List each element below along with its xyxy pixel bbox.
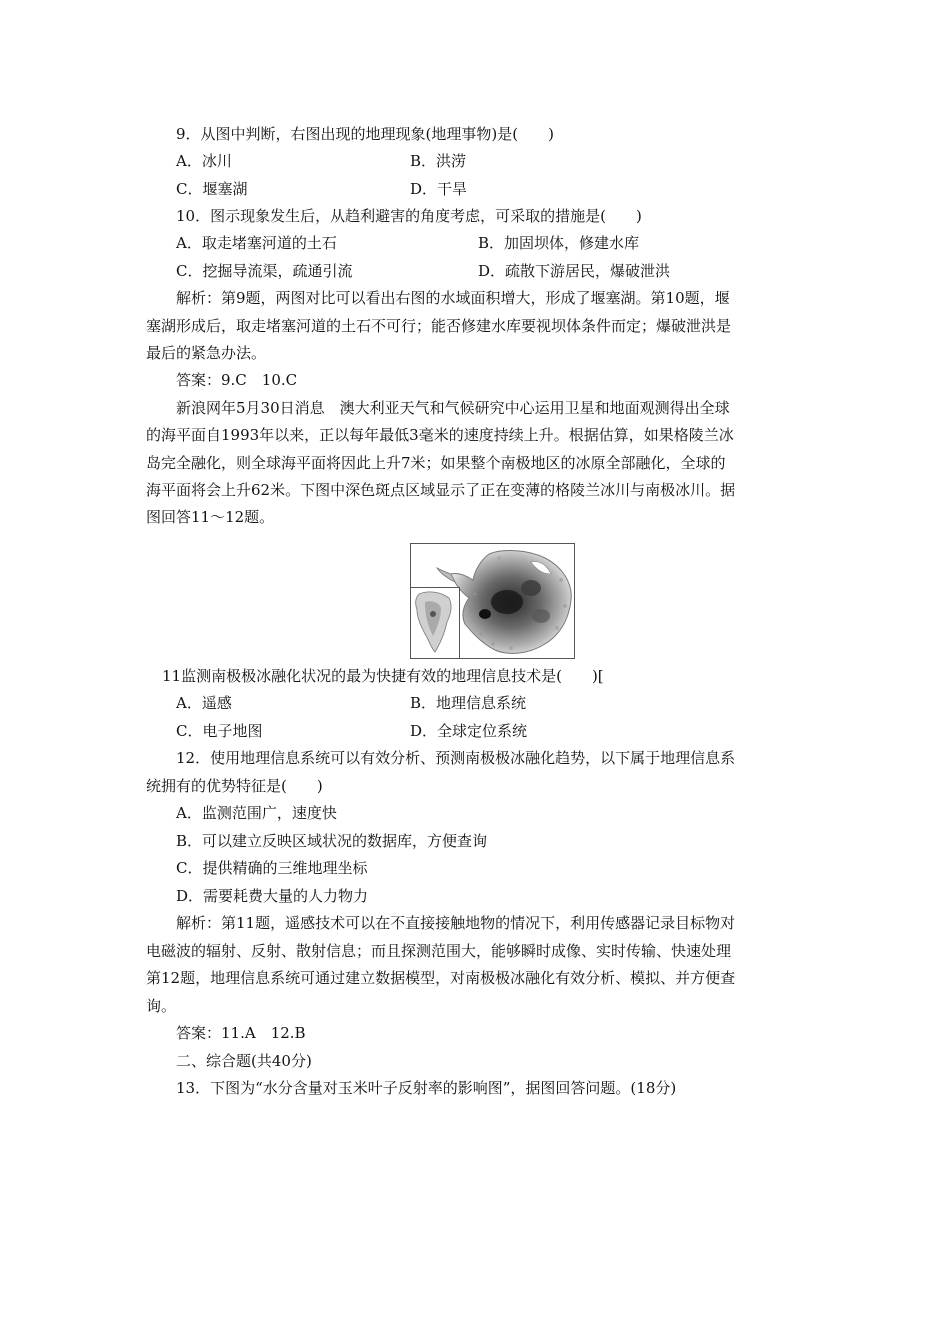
q10-option-b: B．加固坝体，修建水库 [478, 234, 640, 252]
section-heading: 二、综合题(共40分) [176, 1052, 312, 1070]
analysis1-line: 最后的紧急办法。 [146, 344, 267, 362]
q10-option-a: A．取走堵塞河道的土石 [176, 234, 337, 252]
greenland-map [411, 588, 459, 658]
q11-stem: 11监测南极极冰融化状况的最为快捷有效的地理信息技术是( )[ [162, 667, 604, 685]
news-line: 海平面将会上升62米。下图中深色斑点区域显示了正在变薄的格陵兰冰川与南极冰川。据 [146, 481, 736, 499]
answer2: 答案：11.A 12.B [176, 1024, 306, 1042]
news-line: 岛完全融化，则全球海平面将因此上升7米；如果整个南极地区的冰原全部融化，全球的 [146, 454, 726, 472]
analysis1-line: 塞湖形成后，取走堵塞河道的土石不可行；能否修建水库要视坝体条件而定；爆破泄洪是 [146, 317, 732, 335]
news-line: 图回答11～12题。 [146, 508, 275, 526]
q11-option-d: D．全球定位系统 [410, 722, 528, 740]
news-line: 新浪网年5月30日消息 澳大利亚天气和气候研究中心运用卫星和地面观测得出全球 [176, 399, 730, 417]
analysis1-line: 解析：第9题，两图对比可以看出右图的水域面积增大，形成了堰塞湖。第10题，堰 [176, 289, 730, 307]
greenland-inset [411, 587, 460, 658]
answer1: 答案：9.C 10.C [176, 371, 298, 389]
analysis2-line: 解析：第11题，遥感技术可以在不直接接触地物的情况下，利用传感器记录目标物对 [176, 914, 736, 932]
q9-option-b: B．洪涝 [410, 152, 467, 170]
q9-option-c: C．堰塞湖 [176, 180, 248, 198]
news-line: 的海平面自1993年以来，正以每年最低3毫米的速度持续上升。根据估算，如果格陵兰冰 [146, 426, 734, 444]
q12-option-a: A．监测范围广，速度快 [176, 804, 337, 822]
q13-stem: 13．下图为“水分含量对玉米叶子反射率的影响图”，据图回答问题。(18分) [176, 1079, 677, 1097]
q12-option-d: D．需要耗费大量的人力物力 [176, 887, 369, 905]
q11-option-c: C．电子地图 [176, 722, 263, 740]
q9-option-a: A．冰川 [176, 152, 232, 170]
ice-sheet-map-figure [410, 543, 575, 659]
q9-stem: 9．从图中判断，右图出现的地理现象(地理事物)是( ) [176, 125, 554, 143]
analysis2-line: 电磁波的辐射、反射、散射信息；而且探测范围大，能够瞬时成像、实时传输、快速处理 [146, 942, 732, 960]
q12-option-b: B．可以建立反映区域状况的数据库，方便查询 [176, 832, 488, 850]
q9-option-d: D．干旱 [410, 180, 468, 198]
q10-option-d: D．疏散下游居民，爆破泄洪 [478, 262, 671, 280]
q11-option-a: A．遥感 [176, 694, 232, 712]
q12-option-c: C．提供精确的三维地理坐标 [176, 859, 368, 877]
analysis2-line: 第12题，地理信息系统可通过建立数据模型，对南极极冰融化有效分析、模拟、并方便查 [146, 969, 736, 987]
analysis2-line: 询。 [146, 997, 177, 1015]
q11-option-b: B．地理信息系统 [410, 694, 527, 712]
q10-stem: 10．图示现象发生后，从趋利避害的角度考虑，可采取的措施是( ) [176, 207, 642, 225]
q12-stem: 12．使用地理信息系统可以有效分析、预测南极极冰融化趋势，以下属于地理信息系 [176, 749, 736, 767]
q10-option-c: C．挖掘导流渠，疏通引流 [176, 262, 353, 280]
q12-stem: 统拥有的优势特征是( ) [146, 777, 323, 795]
